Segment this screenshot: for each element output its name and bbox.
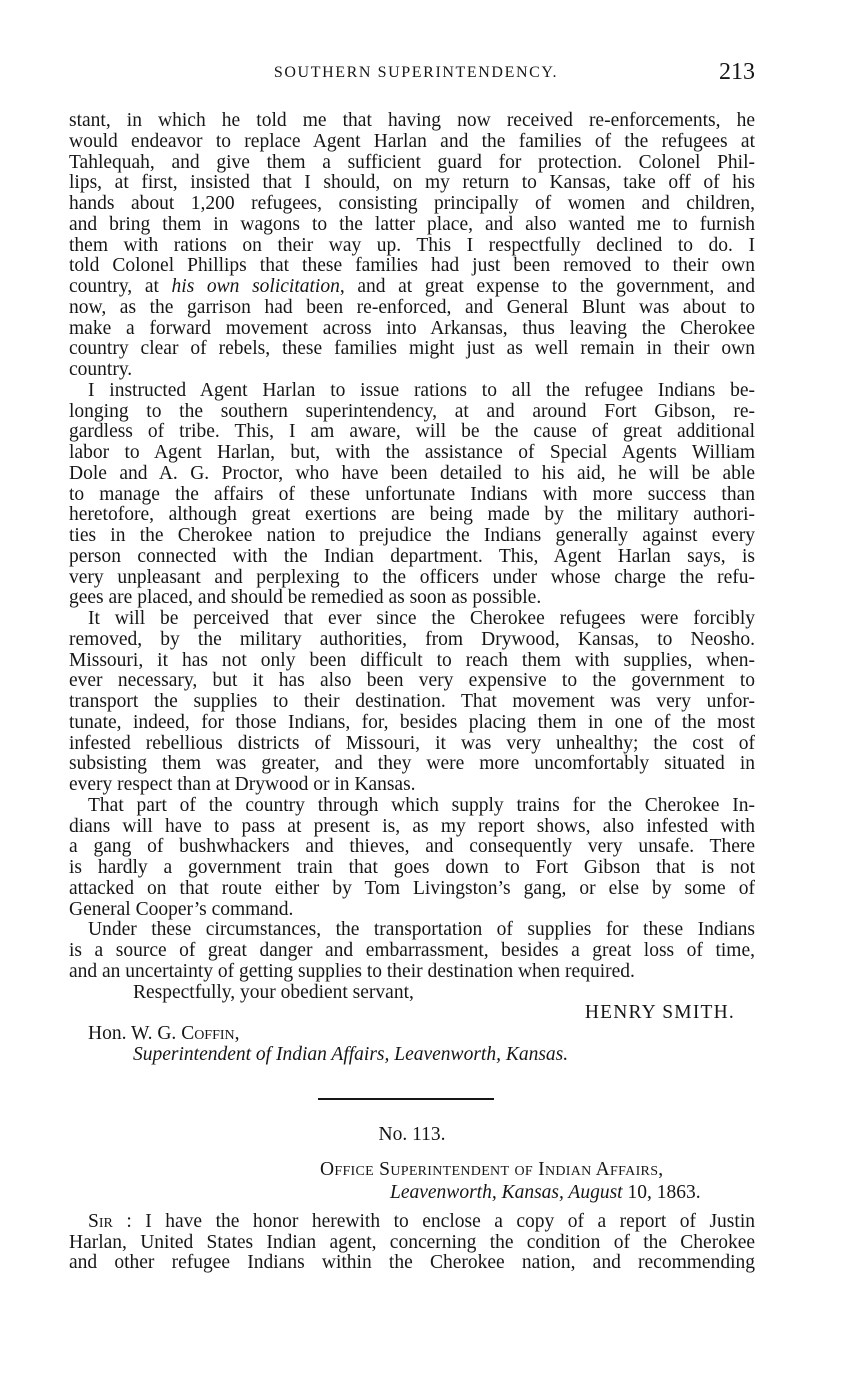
text-line: would endeavor to replace Agent Harlan and the families of the refugees at — [69, 130, 755, 152]
text-line: country. — [69, 359, 133, 380]
italic-text: his own solicitation — [171, 276, 340, 297]
letter-body-2 — [69, 1212, 755, 1274]
document-number: No. 113. — [378, 1124, 446, 1145]
signature: HENRY SMITH. — [584, 1002, 735, 1024]
text-line: ever necessary, but it has also been very expensive to the government to — [69, 670, 755, 692]
text-line: labor to Agent Harlan, but, with the assistance of Special Agents William — [69, 442, 755, 463]
text-line: make a forward movement across into Arkansas, thus leaving the Cherokee — [69, 317, 755, 339]
text-line: to manage the affairs of these unfortunate Indians with more success than — [69, 483, 755, 505]
letter-body — [69, 111, 755, 1066]
text-line: Tahlequah, and give them a sufficient guard for protection. Colonel Phil- — [69, 151, 755, 173]
text-line: and an uncertainty of getting supplies to their destination when required. — [69, 960, 635, 982]
place-date — [390, 1182, 701, 1204]
office-heading: Office Superintendent of Indian Affairs, — [320, 1159, 664, 1180]
text-segment: , — [234, 1023, 240, 1044]
text-line: subsisting them was greater, and they were more uncomfortably situated in — [69, 753, 755, 775]
closing-line: Respectfully, your obedient servant, — [133, 981, 414, 1003]
addressee-title: Superintendent of Indian Affairs, Leavenworth, Kansas. — [133, 1043, 569, 1065]
text-line: heretofore, although great exertions are being made by the military authori- — [69, 504, 755, 526]
text-line: removed, by the military authorities, from Drywood, Kansas, to Neosho. — [69, 628, 755, 650]
small-caps-text: Coffin — [181, 1023, 235, 1044]
text-line: It will be perceived that ever since the Cherokee refugees were forcibly — [88, 608, 755, 629]
page-number: 213 — [719, 59, 755, 85]
text-line: That part of the country through which supply trains for the Cherokee In- — [88, 794, 755, 816]
text-line: told Colonel Phillips that these families had just been removed to their own — [69, 255, 755, 277]
text-segment: Hon. W. G. — [88, 1023, 182, 1044]
italic-text: Leavenworth, Kansas, August — [390, 1182, 623, 1203]
text-segment: , and at great expense to the government, and — [339, 276, 755, 297]
text-line: Dole and A. G. Proctor, who have been detailed to his aid, he will be able — [69, 462, 755, 484]
text-line: Harlan, United States Indian agent, concerning the condition of the Cherokee — [69, 1231, 755, 1253]
paragraph — [69, 796, 755, 921]
paragraph — [69, 1212, 755, 1274]
text-line: hands about 1,200 refugees, consisting principally of women and children, — [69, 193, 755, 214]
text-line: tunate, indeed, for those Indians, for, besides placing them in one of the most — [69, 711, 755, 733]
text-line: is a source of great danger and embarrassment, besides a great loss of time, — [69, 940, 755, 961]
text-line — [69, 1212, 755, 1233]
text-line: very unpleasant and perplexing to the officers under whose charge the refu- — [69, 566, 755, 588]
text-segment: 10, 1863. — [622, 1182, 701, 1203]
paragraph — [69, 920, 755, 982]
text-line: lips, at first, insisted that I should, on my return to Kansas, take off of his — [69, 172, 755, 194]
text-line: every respect than at Drywood or in Kansas. — [69, 774, 416, 795]
text-line: dians will have to pass at present is, as my report shows, also infested with — [69, 815, 755, 837]
text-line: transport the supplies to their destination. That movement was very unfor- — [69, 691, 755, 712]
text-line: General Cooper’s command. — [69, 898, 294, 920]
text-line: person connected with the Indian department. This, Agent Harlan says, is — [69, 545, 755, 567]
text-line — [69, 277, 755, 298]
paragraph — [69, 609, 755, 796]
text-line: Missouri, it has not only been difficult to reach them with supplies, when- — [69, 649, 755, 671]
running-head: SOUTHERN SUPERINTENDENCY. — [273, 64, 559, 81]
text-segment: : I have the honor herewith to enclose a copy of a report of Justin — [112, 1211, 755, 1232]
text-line: ties in the Cherokee nation to prejudice the Indians generally against every — [69, 525, 755, 546]
paragraph — [69, 111, 755, 381]
addressee-name — [69, 1024, 755, 1045]
text-line: and bring them in wagons to the latter place, and also wanted me to furnish — [69, 213, 755, 235]
text-line: infested rebellious districts of Missouri, it was very unhealthy; the cost of — [69, 732, 755, 754]
text-line: I instructed Agent Harlan to issue rations to all the refugee Indians be- — [88, 379, 755, 401]
text-line: Under these circumstances, the transportation of supplies for these Indians — [88, 919, 755, 941]
text-line: stant, in which he told me that having now received re-enforcements, he — [69, 110, 755, 131]
text-line: gardless of tribe. This, I am aware, will be the cause of great additional — [69, 421, 755, 443]
text-line: a gang of bushwhackers and thieves, and consequently very unsafe. There — [69, 836, 755, 858]
text-line: and other refugee Indians within the Cherokee nation, and recommending — [69, 1252, 755, 1273]
text-line: attacked on that route either by Tom Livingston’s gang, or else by some of — [69, 877, 755, 899]
text-line: is hardly a government train that goes down to Fort Gibson that is not — [69, 857, 755, 878]
section-rule — [318, 1098, 494, 1100]
text-segment: country, at — [69, 276, 172, 297]
small-caps-text: Sir — [88, 1211, 113, 1232]
text-line: now, as the garrison had been re-enforced, and General Blunt was about to — [69, 296, 755, 318]
text-line: country clear of rebels, these families might just as well remain in their own — [69, 338, 755, 360]
text-line: longing to the southern superintendency, at and around Fort Gibson, re- — [69, 400, 755, 422]
paragraph — [69, 381, 755, 609]
text-line: gees are placed, and should be remedied as soon as possible. — [69, 587, 542, 609]
text-line: them with rations on their way up. This I respectfully declined to do. I — [69, 234, 755, 256]
